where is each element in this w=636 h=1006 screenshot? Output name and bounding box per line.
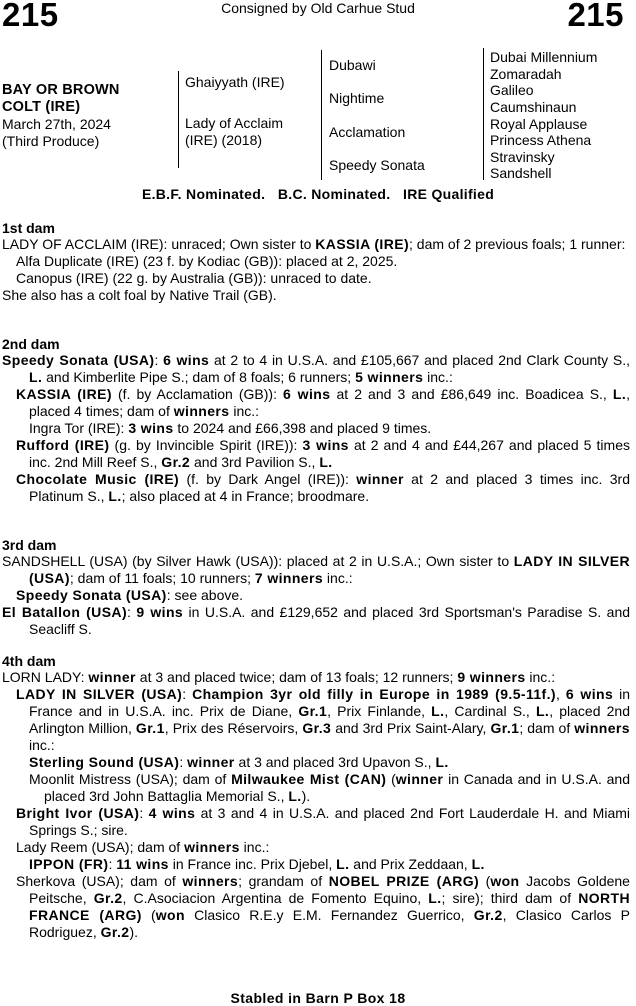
horse-block [2, 82, 172, 150]
first-dam-section [2, 220, 630, 304]
pedigree-gen2-1: Dubawi [329, 57, 376, 73]
fourth-dam-section [2, 653, 630, 941]
first-dam-para-2: Alfa Duplicate (IRE) (23 f. by Kodiac (GB)): placed at 2, 2025. [16, 253, 398, 269]
second-dam-para-2: KASSIA (IRE) (f. by Acclamation (GB)): 6 wins at 2 and 3 and £86,649 inc. Boadicea S., L., placed 4 times; dam of winners inc.: [16, 386, 631, 419]
pedigree-gen3-6: Princess Athena [490, 132, 592, 148]
fourth-dam-para-4: Moonlit Mistress (USA); dam of Milwaukee Mist (CAN) (winner in Canada and in U.S.A. and placed 3rd John Battaglia Memorial S., L.). [29, 771, 630, 804]
first-dam-heading: 1st dam [2, 220, 55, 236]
third-dam-section [2, 537, 630, 638]
second-dam-para-5: Chocolate Music (IRE) (f. by Dark Angel (IRE)): winner at 2 and placed 3 times inc. 3rd Platinum S., L.; also placed at 4 in France; broodmare. [16, 471, 630, 504]
lot-number-right: 215 [567, 0, 624, 33]
first-dam-para-4: She also has a colt foal by Native Trail (GB). [2, 287, 277, 303]
pedigree-gen2-2: Nightime [329, 90, 385, 106]
foaling-date: March 27th, 2024 [2, 116, 111, 132]
pedigree-gen3-4: Caumshinaun [490, 99, 577, 115]
fourth-dam-heading: 4th dam [2, 653, 56, 669]
pedigree-dam: Lady of Acclaim (IRE) (2018) [185, 115, 284, 148]
third-dam-para-2: Speedy Sonata (USA): see above. [16, 587, 244, 603]
pedigree-gen2-4: Speedy Sonata [329, 157, 425, 173]
first-dam-para-1: LADY OF ACCLAIM (IRE): unraced; Own sister to KASSIA (IRE); dam of 2 previous foals; 1 runner: [2, 236, 626, 252]
second-dam-para-3: Ingra Tor (IRE): 3 wins to 2024 and £66,398 and placed 9 times. [29, 420, 432, 436]
fourth-dam-para-3: Sterling Sound (USA): winner at 3 and placed 3rd Upavon S., L. [29, 754, 449, 770]
pedigree-gen3-7: Stravinsky [490, 149, 555, 165]
pedigree-gen3-8: Sandshell [490, 165, 552, 181]
pedigree-gen3-1: Dubai Millennium [490, 49, 598, 65]
fourth-dam-para-1: LORN LADY: winner at 3 and placed twice; dam of 13 foals; 12 runners; 9 winners inc.: [2, 669, 556, 685]
second-dam-para-4: Rufford (IRE) (g. by Invincible Spirit (IRE)): 3 wins at 2 and 4 and £44,267 and placed 5 times inc. 2nd Mill Reef S., Gr.2 and 3rd Pavilion S., L. [16, 437, 630, 470]
second-dam-heading: 2nd dam [2, 336, 60, 352]
pedigree-gen3-3: Galileo [490, 82, 534, 98]
third-dam-para-1: SANDSHELL (USA) (by Silver Hawk (USA)): placed at 2 in U.S.A.; Own sister to LADY IN SILVER (USA); dam of 11 foals; 10 runners; 7 winners inc.: [2, 553, 631, 586]
fourth-dam-para-6: Lady Reem (USA); dam of winners inc.: [16, 839, 270, 855]
second-dam-section [2, 336, 630, 505]
produce-note: (Third Produce) [2, 133, 100, 149]
pedigree-sire: Ghaiyyath (IRE) [185, 74, 285, 90]
pedigree-gen2-3: Acclamation [329, 124, 406, 140]
nominations: E.B.F. Nominated. B.C. Nominated. IRE Qualified [141, 186, 495, 202]
horse-description: BAY OR BROWN COLT (IRE) [2, 82, 120, 115]
third-dam-heading: 3rd dam [2, 537, 57, 553]
second-dam-para-1: Speedy Sonata (USA): 6 wins at 2 to 4 in U.S.A. and £105,667 and placed 2nd Clark County S., L. and Kimberlite Pipe S.; dam of 8 foals; 6 runners; 5 winners inc.: [2, 352, 630, 385]
fourth-dam-para-2: LADY IN SILVER (USA): Champion 3yr old filly in Europe in 1989 (9.5-11f.), 6 wins in France and in U.S.A. inc. Prix de Diane, Gr.1, Prix Finlande, L., Cardinal S., L., placed 2nd Arlington Million, Gr.1, Prix des Réservoirs, Gr.3 and 3rd Prix Saint-Alary, Gr.1; dam of winners inc.: [16, 686, 631, 753]
third-dam-para-3: El Batallon (USA): 9 wins in U.S.A. and £129,652 and placed 3rd Sportsman's Paradise S. and Seacliff S. [2, 604, 631, 637]
fourth-dam-para-8: Sherkova (USA); dam of winners; grandam of NOBEL PRIZE (ARG) (won Jacobs Goldene Peitsche, Gr.2, C.Asociacion Argentina de Fomento Equino, L.; sire); third dam of NORTH FRANCE (ARG) (won Clasico R.E.y E.M. Fernandez Guerrico, Gr.2, Clasico Carlos P Rodriguez, Gr.2). [16, 873, 630, 940]
fourth-dam-para-5: Bright Ivor (USA): 4 wins at 3 and 4 in U.S.A. and placed 2nd Fort Lauderdale H. and Miami Springs S.; sire. [16, 805, 630, 838]
pedigree-gen3-5: Royal Applause [490, 116, 588, 132]
lot-number-left: 215 [2, 0, 59, 33]
stabled-location: Stabled in Barn P Box 18 [230, 990, 406, 1006]
fourth-dam-para-7: IPPON (FR): 11 wins in France inc. Prix Djebel, L. and Prix Zeddaan, L. [29, 856, 485, 872]
first-dam-para-3: Canopus (IRE) (22 g. by Australia (GB)): unraced to date. [16, 270, 372, 286]
pedigree-line-2 [321, 50, 322, 180]
consignor: Consigned by Old Carhue Stud [221, 0, 415, 16]
pedigree-line-1 [178, 71, 179, 168]
pedigree-line-3 [483, 48, 484, 180]
pedigree-gen3-2: Zomaradah [490, 66, 562, 82]
